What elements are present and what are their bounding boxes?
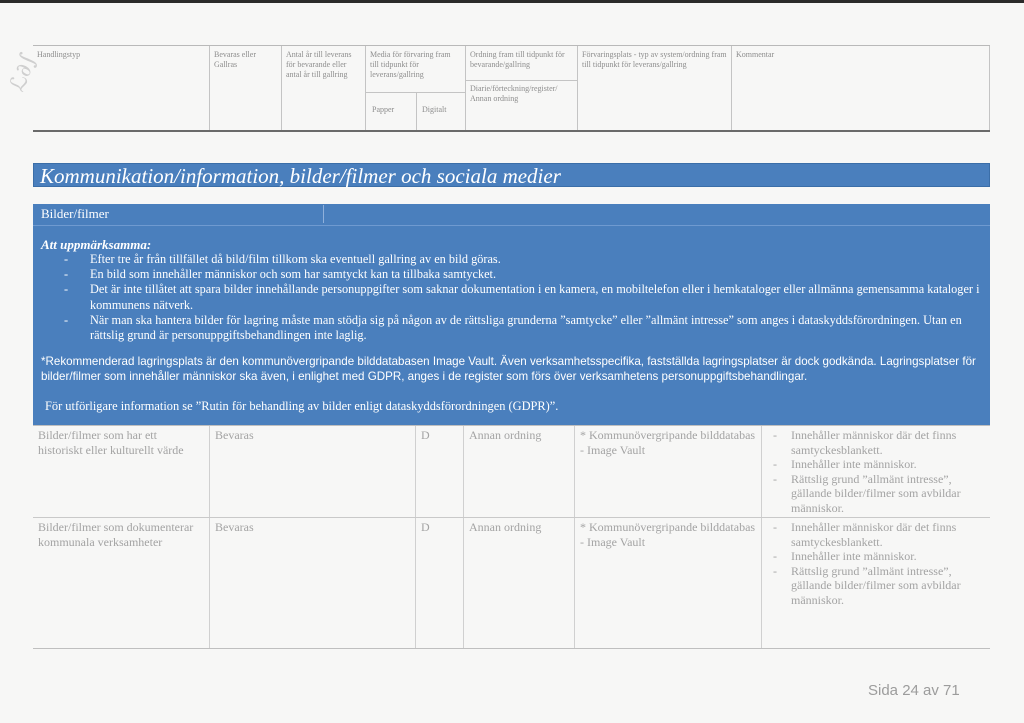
storage-note: *Rekommenderad lagringsplats är den kommunövergripande bilddatabasen Image Vault. Även verksamhetsspecifika, fastställda lagringsplatser är dock godkända. Lagringsplatser för bilder/filmer som innehåller människor ska även, i enlighet med GDPR, anges i de register som förs över verksamhetens personuppgiftsbehandlingar. bbox=[41, 355, 976, 383]
text-cursor bbox=[323, 205, 324, 223]
header-paper: Papper bbox=[372, 105, 395, 114]
header-divider bbox=[416, 92, 417, 130]
retention-table bbox=[33, 425, 990, 649]
header-digital: Digitalt bbox=[422, 105, 447, 114]
table-row bbox=[33, 518, 990, 648]
header-col-comment: Kommentar bbox=[732, 46, 990, 130]
cell-media: D bbox=[416, 518, 464, 648]
list-item: - En bild som innehåller människor och som har samtyckt kan ta tillbaka samtycket. bbox=[64, 267, 497, 282]
comment-text: Rättslig grund ”allmänt intresse”, gällande bilder/filmer som avbildar människor. bbox=[791, 563, 961, 607]
page-number: Sida 24 av 71 bbox=[868, 682, 960, 699]
more-info: För utförligare information se ”Rutin för behandling av bilder enligt dataskyddsförordningen (GDPR)”. bbox=[45, 399, 559, 413]
list-item: - Innehåller inte människor. bbox=[773, 549, 917, 564]
cell-type: Bilder/filmer som har ett historiskt eller kulturellt värde bbox=[33, 426, 210, 517]
section-title-bar bbox=[33, 163, 990, 187]
cell-place: * Kommunövergripande bilddatabas - Image Vault bbox=[575, 426, 762, 517]
cell-order: Annan ordning bbox=[464, 518, 575, 648]
list-item: - Innehåller inte människor. bbox=[773, 457, 917, 472]
cell-keep: Bevaras bbox=[210, 518, 416, 648]
list-item: - Rättslig grund ”allmänt intresse”, gällande bilder/filmer som avbildar människor. bbox=[773, 471, 961, 515]
list-item-text: När man ska hantera bilder för lagring måste man stödja sig på någon av de rättsliga grunderna ”samtycke” eller ”allmänt intresse” som anges i dataskyddsförordningen. Utan en rättslig grund är personuppgiftsbehandlingen inte laglig. bbox=[90, 312, 962, 343]
cell-order: Annan ordning bbox=[464, 426, 575, 517]
header-table bbox=[33, 45, 990, 132]
list-item-text: Efter tre år från tillfället då bild/film tillkom ska eventuell gallring av en bild göras. bbox=[90, 252, 501, 266]
subsection-divider bbox=[33, 225, 990, 226]
comment-text: Innehåller människor där det finns samtyckesblankett. bbox=[791, 428, 957, 457]
list-item-text: En bild som innehåller människor och som har samtyckt kan ta tillbaka samtycket. bbox=[90, 267, 497, 282]
cell-keep: Bevaras bbox=[210, 426, 416, 517]
attention-list bbox=[41, 252, 986, 343]
header-col-keep: Bevaras eller Gallras bbox=[210, 46, 282, 130]
cell-comment bbox=[762, 426, 990, 517]
header-col-type: Handlingstyp bbox=[33, 46, 210, 130]
subsection-title: Bilder/filmer bbox=[41, 206, 109, 221]
header-col-place: Förvaringsplats - typ av system/ordning fram till tidpunkt för leverans/gallring bbox=[578, 46, 732, 130]
cell-media: D bbox=[416, 426, 464, 517]
list-item: - Efter tre år från tillfället då bild/film tillkom ska eventuell gallring av en bild göras. bbox=[64, 252, 501, 266]
handwritten-mark: ℒ∂∫ bbox=[4, 50, 42, 95]
section-title: Kommunikation/information, bilder/filmer och sociala medier bbox=[40, 164, 561, 188]
header-col-years: Antal år till leverans för bevarande eller antal år till gallring bbox=[282, 46, 366, 130]
scan-edge bbox=[0, 0, 1024, 3]
attention-label: Att uppmärksamma: bbox=[41, 237, 152, 252]
list-item: - Det är inte tillåtet att spara bilder innehållande personuppgifter som saknar dokumentation i en kamera, en mobiltelefon eller i hemkataloger eller allmänna gemensamma kataloger i kommunens nätverk. bbox=[64, 282, 980, 312]
comment-text: Innehåller inte människor. bbox=[791, 457, 917, 472]
table-row bbox=[33, 426, 990, 518]
comment-text: Innehåller människor där det finns samtyckesblankett. bbox=[791, 520, 957, 549]
list-item: - Innehåller människor där det finns samtyckesblankett. bbox=[773, 428, 957, 457]
list-item: - När man ska hantera bilder för lagring måste man stödja sig på någon av de rättsliga grunderna ”samtycke” eller ”allmänt intresse” som anges i dataskyddsförordningen. Utan en rättslig grund är personuppgiftsbehandlingen inte laglig. bbox=[64, 312, 962, 343]
comment-text: Innehåller inte människor. bbox=[791, 549, 917, 564]
header-media-label: Media för förvaring fram till tidpunkt för leverans/gallring bbox=[370, 50, 451, 79]
cell-place: * Kommunövergripande bilddatabas - Image Vault bbox=[575, 518, 762, 648]
cell-comment bbox=[762, 518, 990, 648]
list-item: - Innehåller människor där det finns samtyckesblankett. bbox=[773, 520, 957, 549]
info-box bbox=[33, 204, 990, 425]
cell-type: Bilder/filmer som dokumenterar kommunala verksamheter bbox=[33, 518, 210, 648]
header-divider bbox=[466, 80, 578, 81]
list-item-text: Det är inte tillåtet att spara bilder innehållande personuppgifter som saknar dokumentation i en kamera, en mobiltelefon eller i hemkataloger eller allmänna gemensamma kataloger i kommunens nätverk. bbox=[90, 282, 980, 312]
header-order-sub: Diarie/förteckning/register/ Annan ordning bbox=[470, 84, 558, 103]
comment-text: Rättslig grund ”allmänt intresse”, gällande bilder/filmer som avbildar människor. bbox=[791, 471, 961, 515]
header-order-label: Ordning fram till tidpunkt för bevarande/gallring bbox=[470, 50, 565, 69]
list-item: - Rättslig grund ”allmänt intresse”, gällande bilder/filmer som avbildar människor. bbox=[773, 563, 961, 607]
